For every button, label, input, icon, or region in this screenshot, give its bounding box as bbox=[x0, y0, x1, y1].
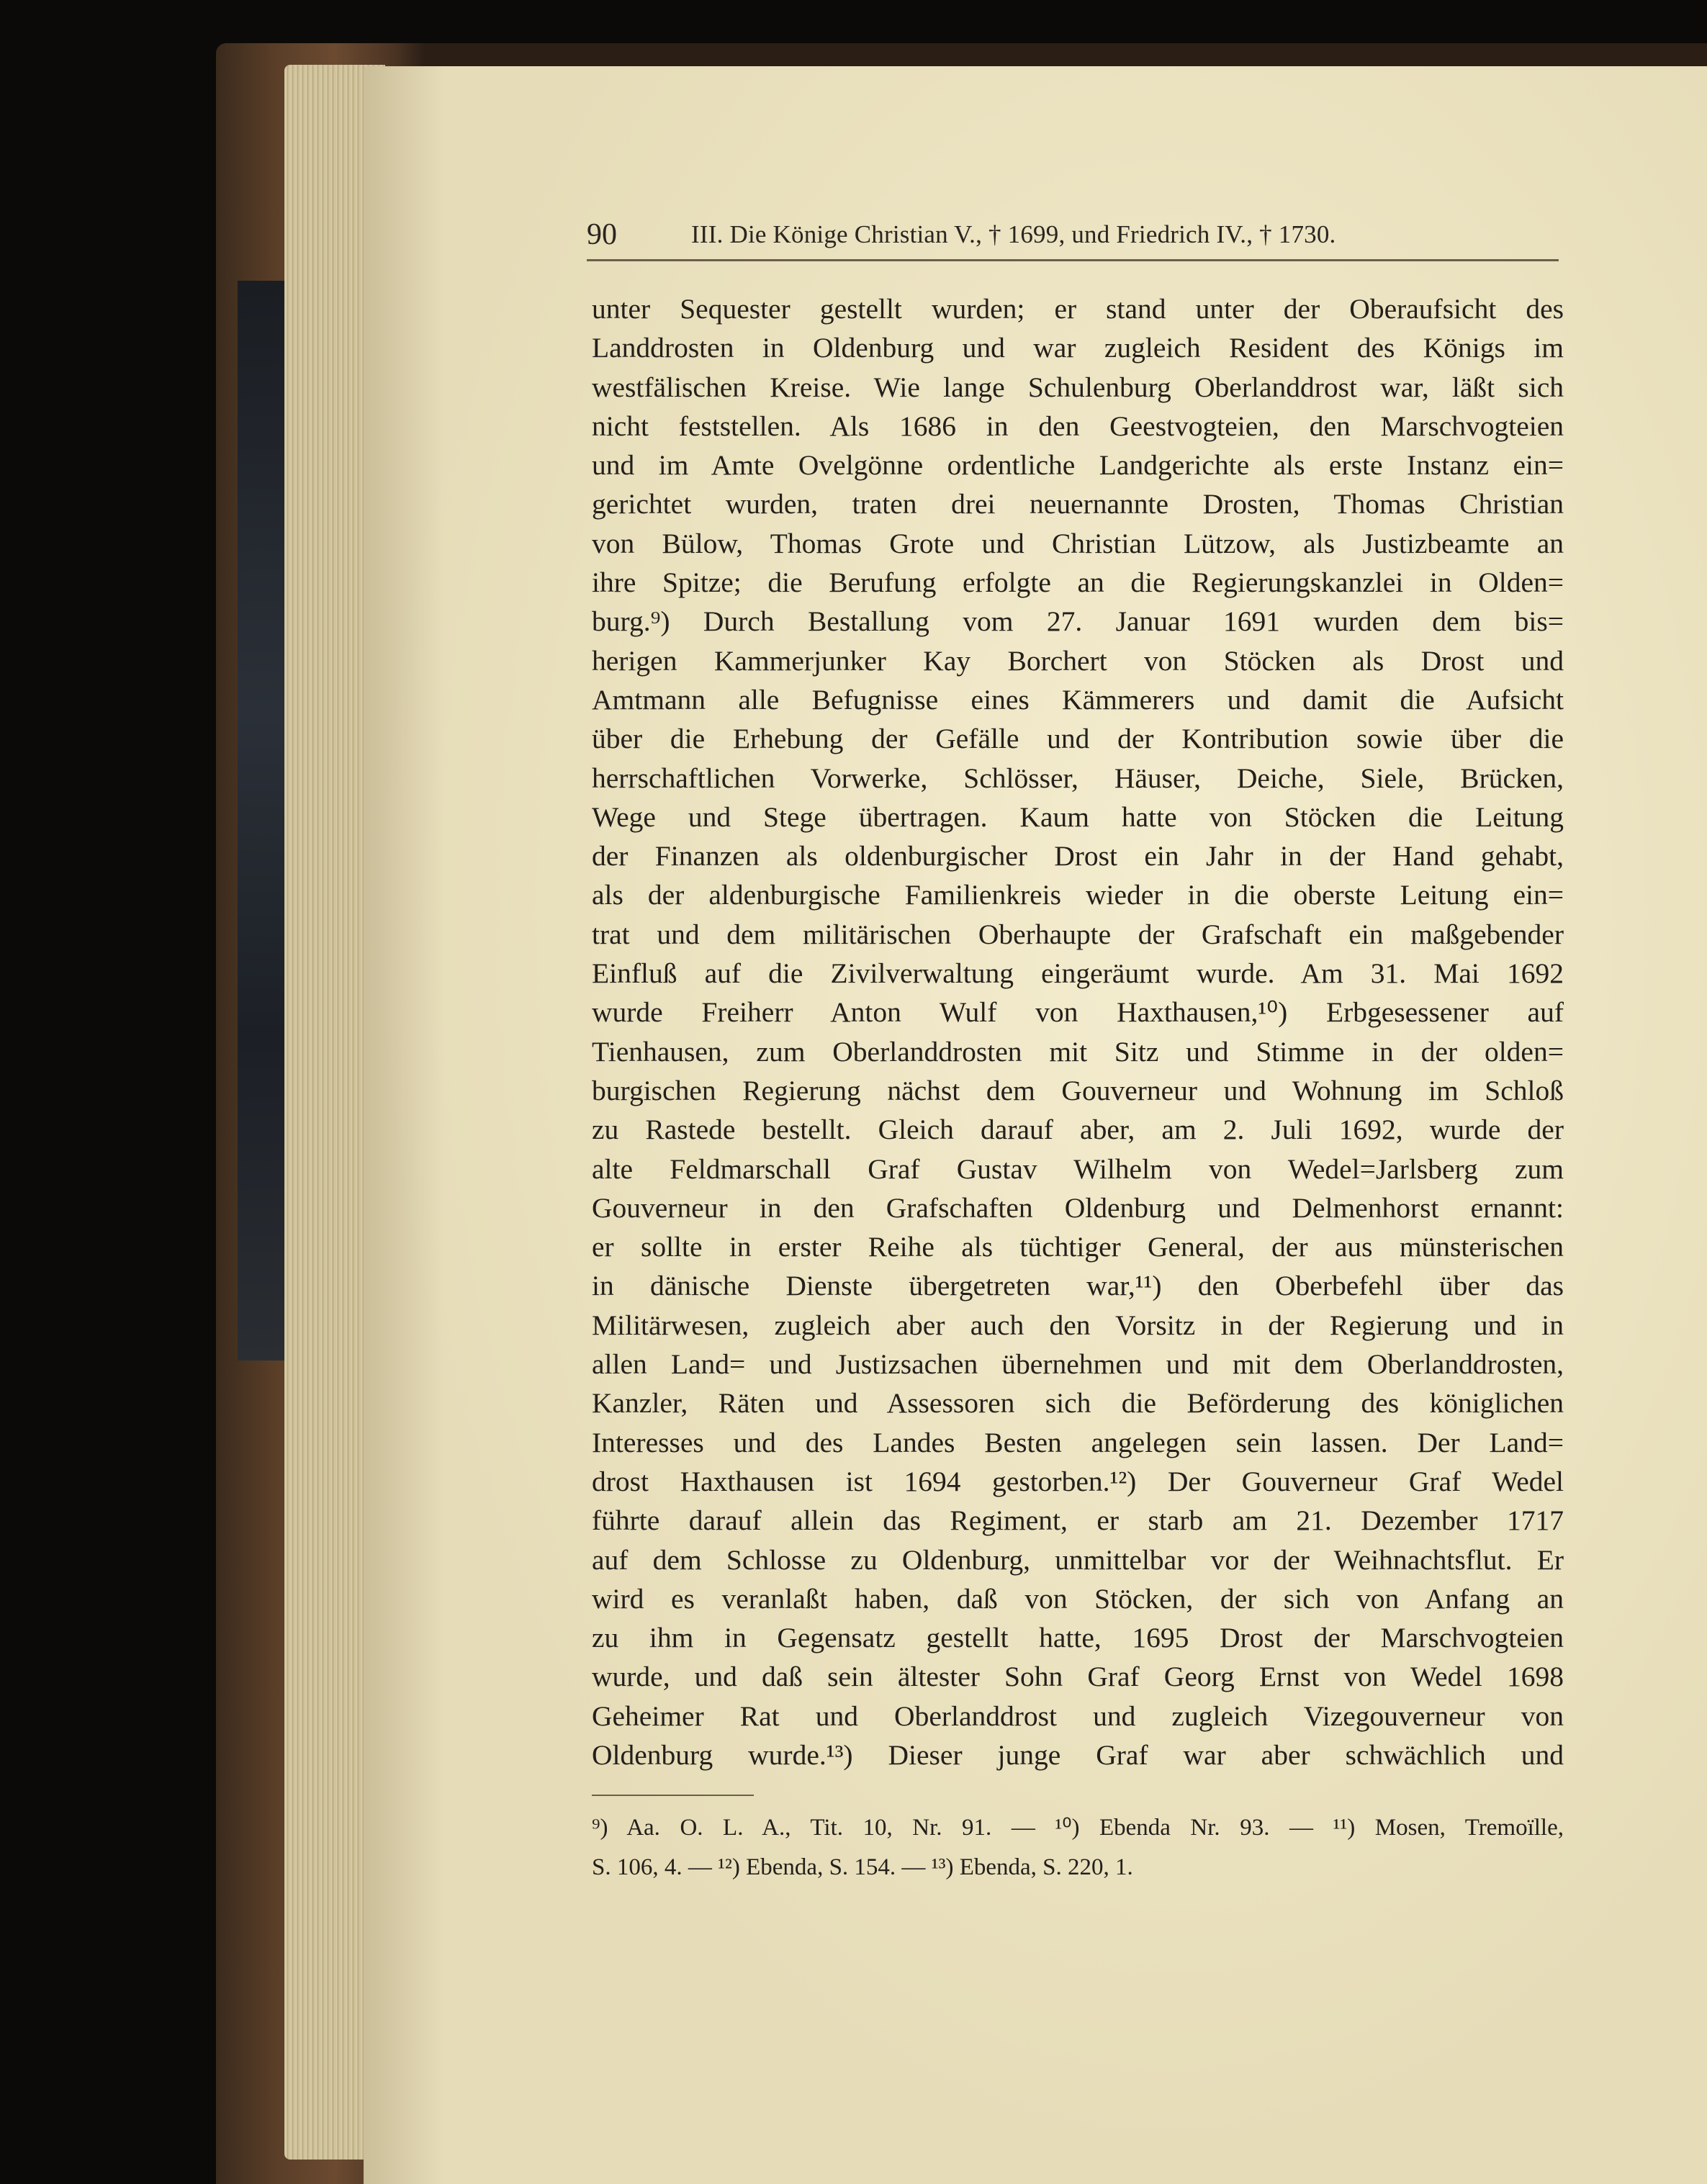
text-line: burgischen Regierung nächst dem Gouverneur und Wohnung im Schloß bbox=[592, 1074, 1564, 1106]
text-line: über die Erhebung der Gefälle und der Kontribution sowie über die bbox=[592, 723, 1564, 755]
footnote-line: S. 106, 4. — ¹²) Ebenda, S. 154. — ¹³) Ebenda, S. 220, 1. bbox=[592, 1854, 1133, 1880]
text-line: Militärwesen, zugleich aber auch den Vorsitz in der Regierung und in bbox=[592, 1309, 1564, 1341]
footnote-rule bbox=[592, 1795, 754, 1796]
text-line: herigen Kammerjunker Kay Borchert von Stöcken als Drost und bbox=[592, 644, 1564, 677]
text-line: er sollte in erster Reihe als tüchtiger General, der aus münsterischen bbox=[592, 1231, 1564, 1263]
text-line: wird es veranlaßt haben, daß von Stöcken, der sich von Anfang an bbox=[592, 1582, 1564, 1615]
running-title: III. Die Könige Christian V., † 1699, und Friedrich IV., † 1730. bbox=[691, 220, 1336, 248]
text-line: als der aldenburgische Familienkreis wieder in die oberste Leitung ein= bbox=[592, 879, 1564, 911]
text-line: trat und dem militärischen Oberhaupte der Grafschaft ein maßgebender bbox=[592, 918, 1564, 950]
text-line: drost Haxthausen ist 1694 gestorben.¹²) Der Gouverneur Graf Wedel bbox=[592, 1465, 1564, 1497]
text-line: der Finanzen als oldenburgischer Drost ein Jahr in der Hand gehabt, bbox=[592, 840, 1564, 872]
text-line: und im Amte Ovelgönne ordentliche Landgerichte als erste Instanz ein= bbox=[592, 449, 1564, 482]
text-line: Amtmann alle Befugnisse eines Kämmerers und damit die Aufsicht bbox=[592, 683, 1564, 716]
text-line: Tienhausen, zum Oberlanddrosten mit Sitz und Stimme in der olden= bbox=[592, 1035, 1564, 1068]
text-line: auf dem Schlosse zu Oldenburg, unmittelbar vor der Weihnachtsflut. Er bbox=[592, 1543, 1564, 1576]
text-line: in dänische Dienste übergetreten war,¹¹) den Oberbefehl über das bbox=[592, 1270, 1564, 1302]
book-spine bbox=[238, 281, 288, 1361]
text-line: Kanzler, Räten und Assessoren sich die Beförderung des königlichen bbox=[592, 1387, 1564, 1420]
page-header bbox=[587, 216, 1559, 261]
text-line: wurde Freiherr Anton Wulf von Haxthausen,¹⁰) Erbgesessener auf bbox=[592, 996, 1564, 1029]
text-line: unter Sequester gestellt wurden; er stand unter der Oberaufsicht des bbox=[592, 293, 1564, 325]
text-line: zu ihm in Gegensatz gestellt hatte, 1695 Drost der Marschvogteien bbox=[592, 1622, 1564, 1654]
body-text bbox=[592, 289, 1564, 1774]
text-line: von Bülow, Thomas Grote und Christian Lützow, als Justizbeamte an bbox=[592, 527, 1564, 559]
page-number: 90 bbox=[587, 218, 617, 251]
text-line: Geheimer Rat und Oberlanddrost und zugleich Vizegouverneur von bbox=[592, 1700, 1564, 1732]
text-line: nicht feststellen. Als 1686 in den Geestvogteien, den Marschvogteien bbox=[592, 410, 1564, 442]
text-line: westfälischen Kreise. Wie lange Schulenburg Oberlanddrost war, läßt sich bbox=[592, 371, 1564, 403]
text-line: burg.⁹) Durch Bestallung vom 27. Januar 1691 wurden dem bis= bbox=[592, 605, 1564, 638]
text-line: alte Feldmarschall Graf Gustav Wilhelm von Wedel=Jarlsberg zum bbox=[592, 1152, 1564, 1185]
text-line: wurde, und daß sein ältester Sohn Graf Georg Ernst von Wedel 1698 bbox=[592, 1661, 1564, 1693]
text-line: Landdrosten in Oldenburg und war zugleich Resident des Königs im bbox=[592, 332, 1564, 364]
text-line: gerichtet wurden, traten drei neuernannte Drosten, Thomas Christian bbox=[592, 488, 1564, 520]
text-line: Einfluß auf die Zivilverwaltung eingeräumt wurde. Am 31. Mai 1692 bbox=[592, 957, 1564, 990]
text-line: Wege und Stege übertragen. Kaum hatte von Stöcken die Leitung bbox=[592, 800, 1564, 833]
text-line: ihre Spitze; die Berufung erfolgte an die Regierungskanzlei in Olden= bbox=[592, 567, 1564, 599]
text-line: Oldenburg wurde.¹³) Dieser junge Graf war aber schwächlich und bbox=[592, 1738, 1564, 1771]
text-line: führte darauf allein das Regiment, er starb am 21. Dezember 1717 bbox=[592, 1504, 1564, 1537]
text-line: zu Rastede bestellt. Gleich darauf aber, am 2. Juli 1692, wurde der bbox=[592, 1114, 1564, 1146]
footnotes bbox=[592, 1808, 1564, 1887]
text-line: herrschaftlichen Vorwerke, Schlösser, Häuser, Deiche, Siele, Brücken, bbox=[592, 762, 1564, 794]
text-line: Interesses und des Landes Besten angelegen sein lassen. Der Land= bbox=[592, 1426, 1564, 1458]
text-line: allen Land= und Justizsachen übernehmen und mit dem Oberlanddrosten, bbox=[592, 1348, 1564, 1381]
text-line: Gouverneur in den Grafschaften Oldenburg und Delmenhorst ernannt: bbox=[592, 1191, 1564, 1224]
footnote-line: ⁹) Aa. O. L. A., Tit. 10, Nr. 91. — ¹⁰) Ebenda Nr. 93. — ¹¹) Mosen, Tremoïlle, bbox=[592, 1815, 1564, 1841]
